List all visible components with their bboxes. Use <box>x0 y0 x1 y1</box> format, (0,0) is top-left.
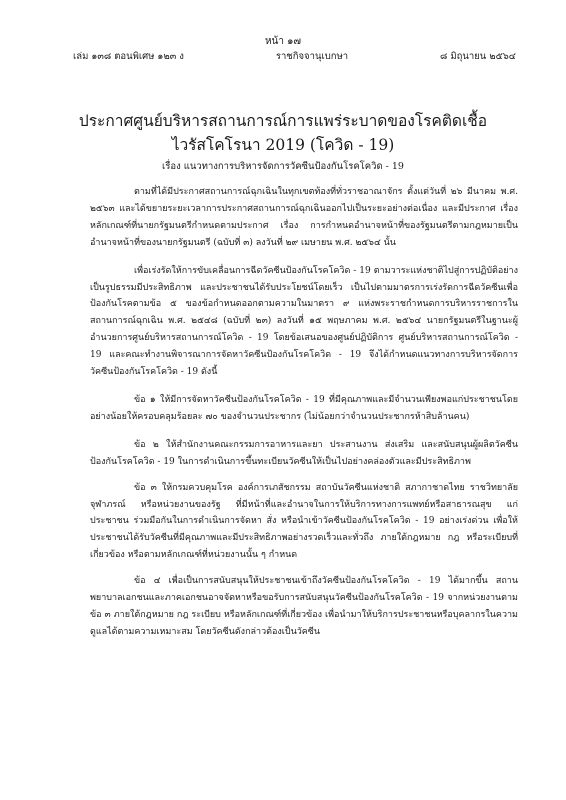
paragraph-preamble: ตามที่ได้มีประกาศสถานการณ์ฉุกเฉินในทุกเขตท้องที่ทั่วราชอาณาจักร ตั้งแต่วันที่ ๒๖ มีนาคม พ.ศ. ๒๕๖๓ และได้ขยายระยะเวลาการประกาศสถานการณ์ฉุกเฉินออกไปเป็นระยะอย่างต่อเนื่อง และมีประกาศ เรื่อง หลักเกณฑ์ที่นายกรัฐมนตรีกำหนดตามประกาศ เรื่อง การกำหนดอำนาจหน้าที่ของรัฐมนตรีตามกฎหมายเป็นอำนาจหน้าที่ของนายกรัฐมนตรี (ฉบับที่ ๓) ลงวันที่ ๒๙ เมษายน พ.ศ. ๒๕๖๔ นั้น <box>90 187 518 248</box>
paragraph-clause-3: ข้อ ๓ ให้กรมควบคุมโรค องค์การเภสัชกรรม สถาบันวัคซีนแห่งชาติ สภากาชาดไทย ราชวิทยาลัยจุฬาภรณ์ หรือหน่วยงานของรัฐ ที่มีหน้าที่และอำนาจในการให้บริการทางการแพทย์หรือสาธารณสุข แก่ประชาชน ร่วมมือกันในการดำเนินการจัดหา สั่ง หรือนำเข้าวัคซีนป้องกันโรคโควิด - 19 อย่างเร่งด่วน เพื่อให้ประชาชนได้รับวัคซีนที่มีคุณภาพและมีประสิทธิภาพอย่างรวดเร็วและทั่วถึง ภายใต้กฎหมาย กฎ หรือระเบียบที่เกี่ยวข้อง หรือตามหลักเกณฑ์ที่หน่วยงานนั้น ๆ กำหนด <box>90 482 518 561</box>
announcement-title-line2: ไวรัสโคโรนา 2019 (โควิด - 19) <box>171 136 395 154</box>
volume-info: เล่ม ๑๓๘ ตอนพิเศษ ๑๒๓ ง <box>73 51 184 62</box>
paragraph-clause-4: ข้อ ๔ เพื่อเป็นการสนับสนุนให้ประชาชนเข้าถึงวัคซีนป้องกันโรคโควิด - 19 ได้มากขึ้น สถานพยาบาลเอกชนและภาคเอกชนอาจจัดหาหรือขอรับการสนับสนุนวัคซีนป้องกันโรคโควิด - 19 จากหน่วยงานตามข้อ ๓ ภายใต้กฎหมาย กฎ ระเบียบ หรือหลักเกณฑ์ที่เกี่ยวข้อง เพื่อนำมาให้บริการประชาชนหรือบุคลากรในความดูแลได้ตามความเหมาะสม โดยวัคซีนดังกล่าวต้องเป็นวัคซีน <box>90 576 518 637</box>
document-body <box>90 184 518 650</box>
publication-date: ๘ มิถุนายน ๒๕๖๔ <box>440 51 516 62</box>
paragraph-purpose: เพื่อเร่งรัดให้การขับเคลื่อนการฉีดวัคซีนป้องกันโรคโควิด - 19 ตามวาระแห่งชาติไปสู่การปฏิบัติอย่างเป็นรูปธรรมมีประสิทธิภาพ และประชาชนได้รับประโยชน์โดยเร็ว เป็นไปตามมาตรการเร่งรัดการฉีดวัคซีนเพื่อป้องกันโรคตามข้อ ๕ ของข้อกำหนดออกตามความในมาตรา ๙ แห่งพระราชกำหนดการบริหารราชการในสถานการณ์ฉุกเฉิน พ.ศ. ๒๕๔๘ (ฉบับที่ ๒๓) ลงวันที่ ๑๕ พฤษภาคม พ.ศ. ๒๕๖๔ นายกรัฐมนตรีในฐานะผู้อำนวยการศูนย์บริหารสถานการณ์โควิด - 19 โดยข้อเสนอของศูนย์ปฏิบัติการ ศูนย์บริหารสถานการณ์โควิด - 19 และคณะทำงานพิจารณาการจัดหาวัคซีนป้องกันโรคโควิด - 19 จึงได้กำหนดแนวทางการบริหารจัดการวัคซีนป้องกันโรคโควิด - 19 ดังนี้ <box>90 265 518 378</box>
announcement-title-line1: ประกาศศูนย์บริหารสถานการณ์การแพร่ระบาดของโรคติดเชื้อ <box>78 112 488 130</box>
gazette-name: ราชกิจจานุเบกษา <box>275 51 349 62</box>
paragraph-clause-2: ข้อ ๒ ให้สำนักงานคณะกรรมการอาหารและยา ประสานงาน ส่งเสริม และสนับสนุนผู้ผลิตวัคซีนป้องกันโรคโควิด - 19 ในการดำเนินการขึ้นทะเบียนวัคซีนให้เป็นไปอย่างคล่องตัวและมีประสิทธิภาพ <box>90 439 518 467</box>
announcement-subject: เรื่อง แนวทางการบริหารจัดการวัคซีนป้องกันโรคโควิด - 19 <box>162 161 404 172</box>
paragraph-clause-1: ข้อ ๑ ให้มีการจัดหาวัคซีนป้องกันโรคโควิด - 19 ที่มีคุณภาพและมีจำนวนเพียงพอแก่ประชาชนโดยอย่างน้อยให้ครอบคลุมร้อยละ ๗๐ ของจำนวนประชากร (ไม่น้อยกว่าจำนวนประชากรห้าสิบล้านคน) <box>90 394 518 422</box>
gazette-header <box>73 49 516 64</box>
page-number: หน้า ๑๗ <box>264 36 302 47</box>
